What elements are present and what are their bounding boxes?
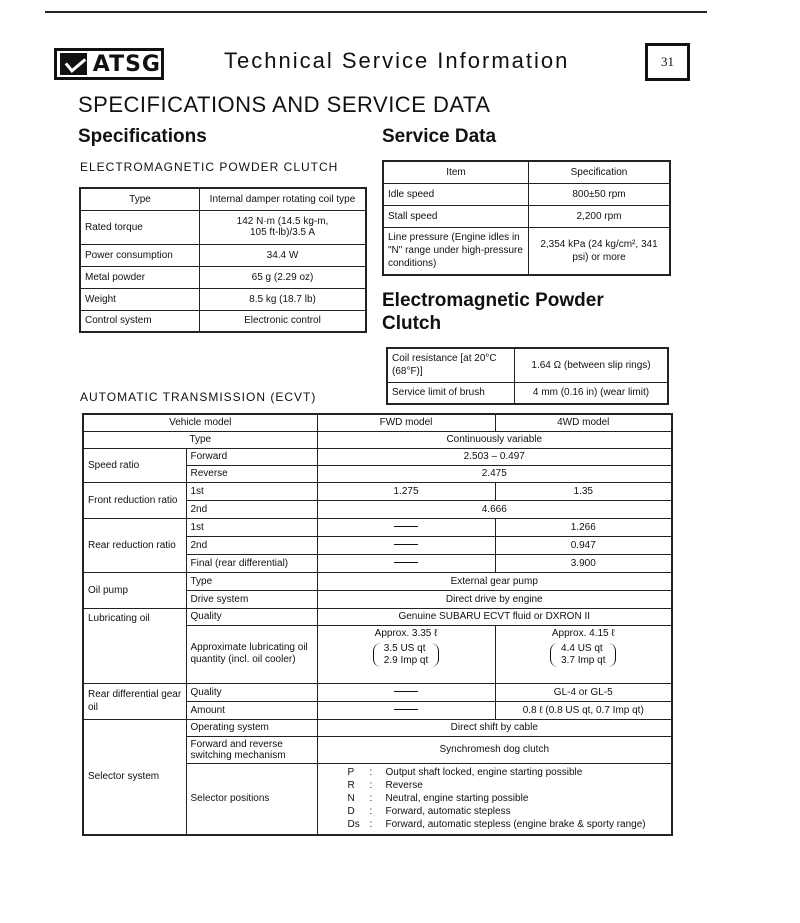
spec-value-line2: 105 ft-lb)/3.5 A xyxy=(249,227,316,238)
approx-quantity-label: Approximate lubricating oil quantity (incl. oil cooler) xyxy=(186,625,317,683)
front-reduction-label: Front reduction ratio xyxy=(83,482,186,518)
rear-reduction-label: Rear reduction ratio xyxy=(83,518,186,572)
epc-value: 4 mm (0.16 in) (wear limit) xyxy=(515,382,669,404)
rear-2nd-4wd: 0.947 xyxy=(495,536,672,554)
rear-1st-4wd: 1.266 xyxy=(495,518,672,536)
service-header-spec: Specification xyxy=(529,161,671,183)
dash-mark xyxy=(394,544,418,545)
logo-text: ATSG xyxy=(92,51,161,77)
lub-quality-value: Genuine SUBARU ECVT fluid or DXRON II xyxy=(317,608,672,625)
front-2nd-value: 4.666 xyxy=(317,500,672,518)
position-desc: Forward, automatic stepless (engine brake & sporty range) xyxy=(385,819,646,831)
specs-table xyxy=(79,187,367,333)
fwd-rev-switching-value: Synchromesh dog clutch xyxy=(317,736,672,763)
service-key: Line pressure (Engine idles in "N" range under high-pressure conditions) xyxy=(383,227,529,275)
position-desc: Neutral, engine starting possible xyxy=(385,793,529,805)
second-label: 2nd xyxy=(186,536,317,554)
service-header-item: Item xyxy=(383,161,529,183)
epc-heading-line1: Electromagnetic Powder xyxy=(382,290,604,311)
ecvt-table xyxy=(82,413,673,836)
quality-label: Quality xyxy=(186,608,317,625)
header-title: Technical Service Information xyxy=(224,48,570,73)
service-key: Idle speed xyxy=(383,183,529,205)
fwd-quantity-bracket xyxy=(373,643,439,667)
selector-system-label: Selector system xyxy=(83,719,186,835)
quality-label: Quality xyxy=(186,683,317,701)
epc-key: Coil resistance [at 20°C (68°F)] xyxy=(387,348,515,382)
spec-key: Weight xyxy=(80,288,200,310)
position-desc: Reverse xyxy=(385,780,423,792)
dash-mark xyxy=(394,562,418,563)
4wd-quantity: Approx. 4.15 ℓ xyxy=(551,627,615,639)
service-value: 2,200 rpm xyxy=(529,205,671,227)
position-desc: Output shaft locked, engine starting possible xyxy=(385,767,583,779)
top-rule xyxy=(45,11,707,13)
service-value: 800±50 rpm xyxy=(529,183,671,205)
oil-pump-label: Oil pump xyxy=(83,572,186,608)
front-1st-4wd: 1.35 xyxy=(495,482,672,500)
service-key: Stall speed xyxy=(383,205,529,227)
operating-system-label: Operating system xyxy=(186,719,317,736)
vehicle-model-label: Vehicle model xyxy=(83,414,317,431)
reverse-label: Reverse xyxy=(186,465,317,482)
oil-pump-type-value: External gear pump xyxy=(317,572,672,590)
front-1st-fwd: 1.275 xyxy=(317,482,495,500)
spec-value: 142 N·m (14.5 kg-m, xyxy=(236,216,329,227)
fwd-imp-qt: 2.9 Imp qt xyxy=(383,654,429,666)
spec-key: Control system xyxy=(80,310,200,332)
rear-diff-gear-oil-label: Rear differential gear oil xyxy=(83,683,186,719)
position-key: N xyxy=(347,793,355,805)
first-label: 1st xyxy=(186,518,317,536)
position-key: R xyxy=(347,780,355,792)
type-label: Type xyxy=(83,431,317,448)
forward-value: 2.503 – 0.497 xyxy=(317,448,672,465)
spec-value: 65 g (2.29 oz) xyxy=(200,266,367,288)
page-number: 31 xyxy=(645,43,690,81)
drive-system-value: Direct drive by engine xyxy=(317,590,672,608)
powder-clutch-subheading: ELECTROMAGNETIC POWDER CLUTCH xyxy=(80,160,339,174)
selector-position-row: D : Forward, automatic stepless xyxy=(346,805,648,818)
fwd-model-header: FWD model xyxy=(317,414,495,431)
type-label: Type xyxy=(186,572,317,590)
service-value: 2,354 kPa (24 kg/cm², 341 psi) or more xyxy=(529,227,671,275)
epc-heading-line2: Clutch xyxy=(382,313,442,334)
spec-key: Power consumption xyxy=(80,244,200,266)
dash-mark xyxy=(394,691,418,692)
spec-value: Internal damper rotating coil type xyxy=(200,188,367,210)
service-data-heading: Service Data xyxy=(382,126,497,147)
selector-position-row: Ds : Forward, automatic stepless (engine brake & sporty range) xyxy=(347,819,646,831)
spec-value: 8.5 kg (18.7 lb) xyxy=(200,288,367,310)
service-table xyxy=(382,160,671,276)
drive-system-label: Drive system xyxy=(186,590,317,608)
fwd-us-qt: 3.5 US qt xyxy=(383,642,426,654)
epc-table xyxy=(386,347,669,405)
epc-value: 1.64 Ω (between slip rings) xyxy=(515,348,669,382)
final-label: Final (rear differential) xyxy=(186,554,317,572)
4wd-quantity-bracket xyxy=(550,643,616,667)
dash-mark xyxy=(394,709,418,710)
spec-key: Type xyxy=(80,188,200,210)
4wd-imp-qt: 3.7 Imp qt xyxy=(561,654,606,666)
forward-label: Forward xyxy=(186,448,317,465)
selector-position-row: N : Neutral, engine starting possible xyxy=(346,792,648,805)
first-label: 1st xyxy=(186,482,317,500)
fwd-quantity: Approx. 3.35 ℓ xyxy=(374,627,438,639)
position-key: Ds xyxy=(347,819,360,831)
position-desc: Forward, automatic stepless xyxy=(385,806,511,818)
fwd-rev-switching-label: Forward and reverse switching mechanism xyxy=(186,736,317,763)
spec-value: Electronic control xyxy=(200,310,367,332)
lubricating-oil-label: Lubricating oil xyxy=(83,608,186,683)
speed-ratio-label: Speed ratio xyxy=(83,448,186,482)
amount-label: Amount xyxy=(186,701,317,719)
rear-diff-amount-value: 0.8 ℓ (0.8 US qt, 0.7 Imp qt) xyxy=(495,701,672,719)
document-title: SPECIFICATIONS AND SERVICE DATA xyxy=(78,92,491,117)
specifications-heading: Specifications xyxy=(78,126,207,147)
selector-position-row: P : Output shaft locked, engine starting possible xyxy=(346,766,648,779)
spec-key: Rated torque xyxy=(80,210,200,244)
rear-final-4wd: 3.900 xyxy=(495,554,672,572)
position-key: D xyxy=(347,806,355,818)
position-key: P xyxy=(347,767,355,779)
rear-diff-quality-value: GL-4 or GL-5 xyxy=(495,683,672,701)
atsg-logo xyxy=(54,48,164,80)
4wd-us-qt: 4.4 US qt xyxy=(561,642,603,654)
selector-positions-list xyxy=(346,766,648,831)
reverse-value: 2.475 xyxy=(317,465,672,482)
epc-heading xyxy=(382,289,604,335)
type-value: Continuously variable xyxy=(317,431,672,448)
ecvt-subheading: AUTOMATIC TRANSMISSION (ECVT) xyxy=(80,390,317,404)
operating-system-value: Direct shift by cable xyxy=(317,719,672,736)
spec-key: Metal powder xyxy=(80,266,200,288)
4wd-model-header: 4WD model xyxy=(495,414,672,431)
spec-value: 34.4 W xyxy=(200,244,367,266)
selector-position-row: R : Reverse xyxy=(346,779,648,792)
epc-key: Service limit of brush xyxy=(387,382,515,404)
checkmark-icon xyxy=(60,53,87,75)
selector-positions-label: Selector positions xyxy=(186,763,317,835)
dash-mark xyxy=(394,526,418,527)
second-label: 2nd xyxy=(186,500,317,518)
